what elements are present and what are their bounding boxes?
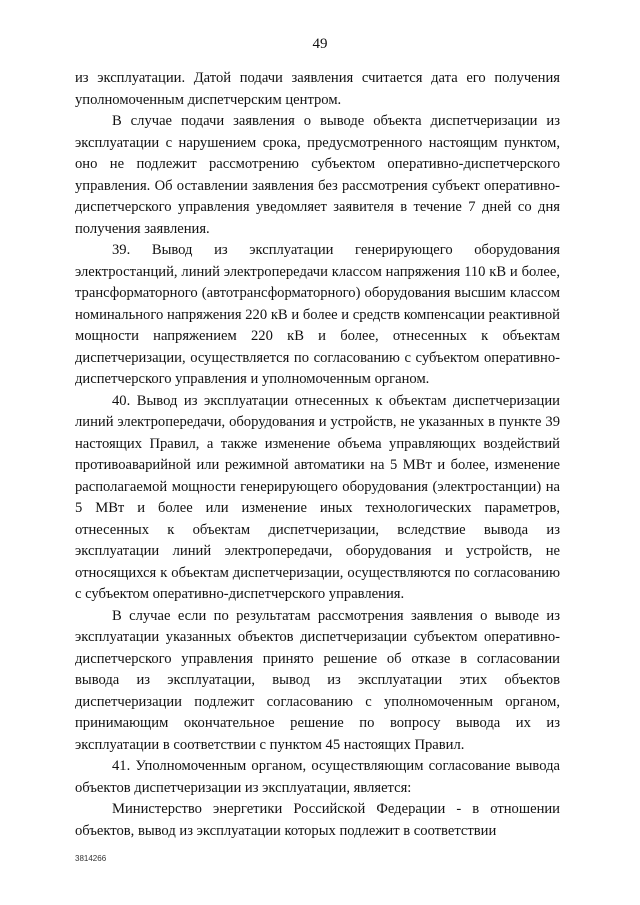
paragraph-refusal-case: В случае если по результатам рассмотрения заявления о выводе из эксплуатации указанных объектов диспетчеризации субъектом оперативно-диспетчерского управления принято решение об отказе в согласовании вывода из эксплуатации, вывод из эксплуатации этих объектов диспетчеризации подлежит согласованию с уполномоченным органом, принимающим окончательное решение по вопросу вывода их из эксплуатации в соответствии с пунктом 45 настоящих Правил. [75,607,560,753]
document-body [75,68,560,842]
paragraph-clause-40: 40. Вывод из эксплуатации отнесенных к объектам диспетчеризации линий электропередачи, оборудования и устройств, не указанных в пункте 39 настоящих Правил, а также изменение объема управляющих воздействий противоаварийной или режимной автоматики на 5 МВт и более, изменение располагаемой мощности генерирующего оборудования (электростанции) на 5 МВт и более или изменение иных технологических параметров, отнесенных к объектам диспетчеризации, вследствие вывода из эксплуатации линий электропередачи, оборудования и устройств, не относящихся к объектам диспетчеризации, осуществляются по согласованию с субъектом оперативно-диспетчерского управления. [75,392,560,602]
page-number: 49 [312,36,328,52]
paragraph-late-application: В случае подачи заявления о выводе объекта диспетчеризации из эксплуатации с нарушением срока, предусмотренного настоящим пунктом, оно не подлежит рассмотрению субъектом оперативно-диспетчерского управления. Об оставлении заявления без рассмотрения субъект оперативно-диспетчерского управления уведомляет заявителя в течение 7 дней со дня получения заявления. [75,113,560,237]
paragraph-continuation: из эксплуатации. Датой подачи заявления считается дата его получения уполномоченным диспетчерским центром. [75,70,560,108]
paragraph-clause-41: 41. Уполномоченным органом, осуществляющим согласование вывода объектов диспетчеризации из эксплуатации, является: [75,758,560,796]
paragraph-ministry: Министерство энергетики Российской Федерации - в отношении объектов, вывод из эксплуатации которых подлежит в соответствии [75,801,560,839]
document-code: 3814266 [75,854,107,863]
paragraph-clause-39: 39. Вывод из эксплуатации генерирующего оборудования электростанций, линий электропередачи классом напряжения 110 кВ и более, трансформаторного (автотрансформаторного) оборудования высшим классом номинального напряжения 220 кВ и более и средств компенсации реактивной мощности напряжением 220 кВ и более, отнесенных к объектам диспетчеризации, осуществляется по согласованию с субъектом оперативно-диспетчерского управления и уполномоченным органом. [75,242,560,387]
